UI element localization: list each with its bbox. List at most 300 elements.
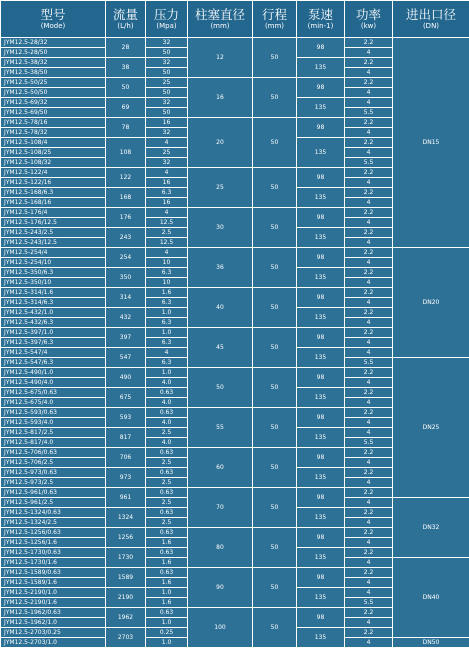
power-cell: 2.2 [345, 308, 393, 318]
header-pump-speed [297, 1, 345, 38]
power-cell: 4 [345, 148, 393, 158]
pressure-cell: 10 [146, 258, 188, 268]
flow-cell: 2703 [106, 628, 146, 648]
flow-cell: 108 [106, 138, 146, 168]
header-model-label: 型号 [1, 8, 105, 22]
model-cell: JYM12.5-675/0.63 [1, 388, 106, 398]
speed-cell: 135 [297, 348, 345, 368]
speed-cell: 135 [297, 508, 345, 528]
power-cell: 4 [345, 638, 393, 648]
model-cell: JYM12.5-50/50 [1, 88, 106, 98]
port-cell: DN32 [393, 498, 469, 558]
pressure-cell: 2.5 [146, 518, 188, 528]
flow-cell: 1730 [106, 548, 146, 568]
power-cell: 2.2 [345, 528, 393, 538]
power-cell: 4 [345, 498, 393, 508]
header-model [1, 1, 106, 38]
model-cell: JYM12.5-817/2.5 [1, 428, 106, 438]
model-cell: JYM12.5-1324/0.63 [1, 508, 106, 518]
pressure-cell: 6.3 [146, 338, 188, 348]
speed-cell: 135 [297, 98, 345, 118]
pressure-cell: 1.6 [146, 288, 188, 298]
pressure-cell: 32 [146, 38, 188, 48]
flow-cell: 675 [106, 388, 146, 408]
model-cell: JYM12.5-1589/0.63 [1, 568, 106, 578]
power-cell: 2.2 [345, 188, 393, 198]
flow-cell: 961 [106, 488, 146, 508]
plunger-cell: 80 [188, 528, 253, 568]
speed-cell: 135 [297, 58, 345, 78]
model-cell: JYM12.5-78/32 [1, 128, 106, 138]
speed-cell: 135 [297, 468, 345, 488]
model-cell: JYM12.5-122/16 [1, 178, 106, 188]
model-cell: JYM12.5-1589/1.6 [1, 578, 106, 588]
stroke-cell: 50 [253, 168, 297, 208]
model-cell: JYM12.5-28/32 [1, 38, 106, 48]
power-cell: 4 [345, 538, 393, 548]
power-cell: 2.2 [345, 228, 393, 238]
speed-cell: 135 [297, 588, 345, 608]
power-cell: 2.2 [345, 118, 393, 128]
speed-cell: 98 [297, 78, 345, 98]
power-cell: 2.2 [345, 368, 393, 378]
stroke-cell: 50 [253, 208, 297, 248]
pressure-cell: 1.0 [146, 368, 188, 378]
speed-cell: 135 [297, 388, 345, 408]
flow-cell: 1962 [106, 608, 146, 628]
flow-cell: 350 [106, 268, 146, 288]
header-pressure-unit: (Mpa) [146, 22, 187, 31]
speed-cell: 135 [297, 138, 345, 168]
model-cell: JYM12.5-122/4 [1, 168, 106, 178]
pressure-cell: 6.3 [146, 298, 188, 308]
speed-cell: 98 [297, 568, 345, 588]
power-cell: 4 [345, 88, 393, 98]
speed-cell: 98 [297, 448, 345, 468]
stroke-cell: 50 [253, 488, 297, 528]
model-cell: JYM12.5-108/25 [1, 148, 106, 158]
speed-cell: 135 [297, 628, 345, 648]
flow-cell: 2190 [106, 588, 146, 608]
model-cell: JYM12.5-78/16 [1, 118, 106, 128]
pressure-cell: 4.0 [146, 438, 188, 448]
flow-cell: 817 [106, 428, 146, 448]
pressure-cell: 2.5 [146, 478, 188, 488]
model-cell: JYM12.5-243/2.5 [1, 228, 106, 238]
stroke-cell: 50 [253, 448, 297, 488]
model-cell: JYM12.5-108/4 [1, 138, 106, 148]
pressure-cell: 50 [146, 48, 188, 58]
pressure-cell: 0.63 [146, 548, 188, 558]
flow-cell: 1589 [106, 568, 146, 588]
model-cell: JYM12.5-350/10 [1, 278, 106, 288]
power-cell: 2.2 [345, 38, 393, 48]
pressure-cell: 32 [146, 158, 188, 168]
header-pressure-label: 压力 [146, 8, 187, 22]
model-cell: JYM12.5-432/1.0 [1, 308, 106, 318]
power-cell: 4 [345, 518, 393, 528]
stroke-cell: 50 [253, 608, 297, 648]
flow-cell: 1324 [106, 508, 146, 528]
pressure-cell: 1.0 [146, 308, 188, 318]
pressure-cell: 16 [146, 118, 188, 128]
speed-cell: 98 [297, 288, 345, 308]
header-model-unit: (Mode) [1, 22, 105, 31]
header-pressure [146, 1, 188, 38]
port-cell: DN20 [393, 248, 469, 358]
power-cell: 2.2 [345, 58, 393, 68]
speed-cell: 98 [297, 408, 345, 428]
pressure-cell: 10 [146, 278, 188, 288]
stroke-cell: 50 [253, 328, 297, 368]
header-port-diameter-label: 进出口径 [393, 8, 469, 22]
power-cell: 4 [345, 238, 393, 248]
power-cell: 2.2 [345, 288, 393, 298]
speed-cell: 98 [297, 168, 345, 188]
model-cell: JYM12.5-547/4 [1, 348, 106, 358]
power-cell: 2.2 [345, 328, 393, 338]
pressure-cell: 6.3 [146, 318, 188, 328]
model-cell: JYM12.5-2703/0.25 [1, 628, 106, 638]
speed-cell: 135 [297, 308, 345, 328]
model-cell: JYM12.5-2190/1.0 [1, 588, 106, 598]
model-cell: JYM12.5-547/6.3 [1, 358, 106, 368]
model-cell: JYM12.5-1730/0.63 [1, 548, 106, 558]
model-cell: JYM12.5-675/4.0 [1, 398, 106, 408]
power-cell: 2.2 [345, 568, 393, 578]
port-cell: DN15 [393, 38, 469, 248]
port-cell: DN40 [393, 558, 469, 638]
flow-cell: 593 [106, 408, 146, 428]
pressure-cell: 6.3 [146, 268, 188, 278]
stroke-cell: 50 [253, 38, 297, 78]
header-port-diameter-unit: (DN) [393, 22, 469, 31]
model-cell: JYM12.5-69/32 [1, 98, 106, 108]
pressure-cell: 32 [146, 98, 188, 108]
pressure-cell: 16 [146, 198, 188, 208]
model-cell: JYM12.5-168/16 [1, 198, 106, 208]
flow-cell: 254 [106, 248, 146, 268]
pressure-cell: 4.0 [146, 378, 188, 388]
speed-cell: 98 [297, 118, 345, 138]
plunger-cell: 36 [188, 248, 253, 288]
power-cell: 4 [345, 48, 393, 58]
table-body [1, 38, 469, 648]
pressure-cell: 0.25 [146, 628, 188, 638]
stroke-cell: 50 [253, 368, 297, 408]
flow-cell: 1256 [106, 528, 146, 548]
pressure-cell: 1.0 [146, 588, 188, 598]
pressure-cell: 2.5 [146, 498, 188, 508]
flow-cell: 490 [106, 368, 146, 388]
power-cell: 4 [345, 218, 393, 228]
plunger-cell: 70 [188, 488, 253, 528]
stroke-cell: 50 [253, 408, 297, 448]
speed-cell: 98 [297, 38, 345, 58]
model-cell: JYM12.5-397/1.0 [1, 328, 106, 338]
power-cell: 5.5 [345, 438, 393, 448]
model-cell: JYM12.5-69/50 [1, 108, 106, 118]
speed-cell: 98 [297, 328, 345, 348]
pressure-cell: 12.5 [146, 218, 188, 228]
model-cell: JYM12.5-397/6.3 [1, 338, 106, 348]
speed-cell: 135 [297, 548, 345, 568]
flow-cell: 50 [106, 78, 146, 98]
flow-cell: 168 [106, 188, 146, 208]
power-cell: 2.2 [345, 78, 393, 88]
pressure-cell: 0.63 [146, 388, 188, 398]
stroke-cell: 50 [253, 78, 297, 118]
power-cell: 2.2 [345, 488, 393, 498]
pressure-cell: 4 [146, 348, 188, 358]
power-cell: 4 [345, 618, 393, 628]
model-cell: JYM12.5-973/2.5 [1, 478, 106, 488]
speed-cell: 135 [297, 268, 345, 288]
pressure-cell: 16 [146, 178, 188, 188]
flow-cell: 314 [106, 288, 146, 308]
power-cell: 4 [345, 348, 393, 358]
pressure-cell: 0.63 [146, 568, 188, 578]
model-cell: JYM12.5-1256/1.6 [1, 538, 106, 548]
pressure-cell: 2.5 [146, 458, 188, 468]
model-cell: JYM12.5-1962/1.0 [1, 618, 106, 628]
power-cell: 4 [345, 128, 393, 138]
model-cell: JYM12.5-2703/1.0 [1, 638, 106, 648]
speed-cell: 98 [297, 208, 345, 228]
header-stroke-unit: (mm) [253, 22, 296, 31]
speed-cell: 98 [297, 368, 345, 388]
model-cell: JYM12.5-314/1.6 [1, 288, 106, 298]
pressure-cell: 0.63 [146, 508, 188, 518]
model-cell: JYM12.5-254/4 [1, 248, 106, 258]
power-cell: 4 [345, 398, 393, 408]
power-cell: 5.5 [345, 158, 393, 168]
power-cell: 2.2 [345, 388, 393, 398]
header-flow-unit: (L/h) [106, 22, 145, 31]
pressure-cell: 25 [146, 148, 188, 158]
speed-cell: 98 [297, 608, 345, 628]
pressure-cell: 0.63 [146, 528, 188, 538]
header-plunger-diameter [188, 1, 253, 38]
power-cell: 2.2 [345, 138, 393, 148]
pressure-cell: 0.63 [146, 408, 188, 418]
speed-cell: 135 [297, 228, 345, 248]
pressure-cell: 6.3 [146, 188, 188, 198]
model-cell: JYM12.5-1324/2.5 [1, 518, 106, 528]
header-plunger-diameter-label: 柱塞直径 [188, 8, 252, 22]
power-cell: 2.2 [345, 208, 393, 218]
pressure-cell: 2.5 [146, 428, 188, 438]
flow-cell: 122 [106, 168, 146, 188]
model-cell: JYM12.5-593/0.63 [1, 408, 106, 418]
pressure-cell: 0.63 [146, 468, 188, 478]
pressure-cell: 0.63 [146, 448, 188, 458]
header-row [1, 1, 469, 38]
port-cell: DN50 [393, 638, 469, 648]
plunger-cell: 25 [188, 168, 253, 208]
pressure-cell: 1.0 [146, 328, 188, 338]
power-cell: 5.5 [345, 598, 393, 608]
model-cell: JYM12.5-168/6.3 [1, 188, 106, 198]
power-cell: 4 [345, 258, 393, 268]
flow-cell: 69 [106, 98, 146, 118]
pressure-cell: 32 [146, 128, 188, 138]
pressure-cell: 12.5 [146, 238, 188, 248]
pressure-cell: 50 [146, 108, 188, 118]
pressure-cell: 0.63 [146, 608, 188, 618]
speed-cell: 135 [297, 188, 345, 208]
speed-cell: 98 [297, 488, 345, 508]
power-cell: 2.2 [345, 608, 393, 618]
model-cell: JYM12.5-817/4.0 [1, 438, 106, 448]
plunger-cell: 90 [188, 568, 253, 608]
power-cell: 4 [345, 458, 393, 468]
flow-cell: 706 [106, 448, 146, 468]
model-cell: JYM12.5-432/6.3 [1, 318, 106, 328]
power-cell: 2.2 [345, 468, 393, 478]
stroke-cell: 50 [253, 568, 297, 608]
header-plunger-diameter-unit: (mm) [188, 22, 252, 31]
pressure-cell: 1.0 [146, 618, 188, 628]
model-cell: JYM12.5-28/50 [1, 48, 106, 58]
power-cell: 2.2 [345, 408, 393, 418]
speed-cell: 98 [297, 528, 345, 548]
model-cell: JYM12.5-38/32 [1, 58, 106, 68]
pressure-cell: 1.0 [146, 638, 188, 648]
model-cell: JYM12.5-108/32 [1, 158, 106, 168]
power-cell: 2.2 [345, 448, 393, 458]
header-pump-speed-unit: (min-1) [297, 22, 344, 31]
pressure-cell: 1.6 [146, 538, 188, 548]
header-stroke [253, 1, 297, 38]
model-cell: JYM12.5-243/12.5 [1, 238, 106, 248]
pressure-cell: 4 [146, 138, 188, 148]
port-cell: DN25 [393, 358, 469, 498]
flow-cell: 28 [106, 38, 146, 58]
stroke-cell: 50 [253, 118, 297, 168]
model-cell: JYM12.5-254/10 [1, 258, 106, 268]
plunger-cell: 55 [188, 408, 253, 448]
plunger-cell: 100 [188, 608, 253, 648]
power-cell: 4 [345, 588, 393, 598]
power-cell: 2.2 [345, 508, 393, 518]
model-cell: JYM12.5-1730/1.6 [1, 558, 106, 568]
power-cell: 4 [345, 318, 393, 328]
model-cell: JYM12.5-350/6.3 [1, 268, 106, 278]
power-cell: 2.2 [345, 248, 393, 258]
speed-cell: 135 [297, 428, 345, 448]
plunger-cell: 16 [188, 78, 253, 118]
stroke-cell: 50 [253, 248, 297, 288]
pressure-cell: 4 [146, 168, 188, 178]
power-cell: 5.5 [345, 358, 393, 368]
plunger-cell: 30 [188, 208, 253, 248]
flow-cell: 78 [106, 118, 146, 138]
plunger-cell: 60 [188, 448, 253, 488]
pressure-cell: 1.6 [146, 578, 188, 588]
power-cell: 4 [345, 338, 393, 348]
power-cell: 5.5 [345, 108, 393, 118]
flow-cell: 432 [106, 308, 146, 328]
pressure-cell: 4.0 [146, 418, 188, 428]
table-row [1, 248, 469, 258]
header-flow-label: 流量 [106, 8, 145, 22]
header-flow [106, 1, 146, 38]
power-cell: 4 [345, 378, 393, 388]
power-cell: 4 [345, 198, 393, 208]
pressure-cell: 6.3 [146, 358, 188, 368]
flow-cell: 973 [106, 468, 146, 488]
header-power [345, 1, 393, 38]
model-cell: JYM12.5-314/6.3 [1, 298, 106, 308]
power-cell: 4 [345, 278, 393, 288]
power-cell: 4 [345, 178, 393, 188]
pressure-cell: 1.6 [146, 558, 188, 568]
pressure-cell: 2.5 [146, 228, 188, 238]
table-row [1, 38, 469, 48]
model-cell: JYM12.5-50/25 [1, 78, 106, 88]
model-cell: JYM12.5-1256/0.63 [1, 528, 106, 538]
power-cell: 2.2 [345, 168, 393, 178]
pressure-cell: 50 [146, 68, 188, 78]
plunger-cell: 40 [188, 288, 253, 328]
power-cell: 4 [345, 418, 393, 428]
speed-cell: 98 [297, 248, 345, 268]
plunger-cell: 50 [188, 368, 253, 408]
header-power-unit: (kw) [345, 22, 392, 31]
plunger-cell: 45 [188, 328, 253, 368]
model-cell: JYM12.5-706/2.5 [1, 458, 106, 468]
flow-cell: 547 [106, 348, 146, 368]
pressure-cell: 1.6 [146, 598, 188, 608]
pressure-cell: 4 [146, 248, 188, 258]
model-cell: JYM12.5-176/4 [1, 208, 106, 218]
model-cell: JYM12.5-973/0.63 [1, 468, 106, 478]
power-cell: 2.2 [345, 628, 393, 638]
header-stroke-label: 行程 [253, 8, 296, 22]
model-cell: JYM12.5-2190/1.6 [1, 598, 106, 608]
power-cell: 2.2 [345, 268, 393, 278]
model-cell: JYM12.5-593/4.0 [1, 418, 106, 428]
plunger-cell: 20 [188, 118, 253, 168]
model-cell: JYM12.5-176/12.5 [1, 218, 106, 228]
power-cell: 4 [345, 298, 393, 308]
model-cell: JYM12.5-961/0.63 [1, 488, 106, 498]
flow-cell: 243 [106, 228, 146, 248]
model-cell: JYM12.5-38/50 [1, 68, 106, 78]
flow-cell: 38 [106, 58, 146, 78]
header-pump-speed-label: 泵速 [297, 8, 344, 22]
power-cell: 4 [345, 558, 393, 568]
pressure-cell: 25 [146, 78, 188, 88]
flow-cell: 176 [106, 208, 146, 228]
model-cell: JYM12.5-706/0.63 [1, 448, 106, 458]
stroke-cell: 50 [253, 288, 297, 328]
model-cell: JYM12.5-961/2.5 [1, 498, 106, 508]
power-cell: 4 [345, 98, 393, 108]
pressure-cell: 32 [146, 58, 188, 68]
model-cell: JYM12.5-490/4.0 [1, 378, 106, 388]
model-cell: JYM12.5-490/1.0 [1, 368, 106, 378]
power-cell: 4 [345, 578, 393, 588]
model-cell: JYM12.5-1962/0.63 [1, 608, 106, 618]
header-port-diameter [393, 1, 469, 38]
plunger-cell: 12 [188, 38, 253, 78]
stroke-cell: 50 [253, 528, 297, 568]
pressure-cell: 4.0 [146, 398, 188, 408]
power-cell: 4 [345, 68, 393, 78]
pressure-cell: 4 [146, 208, 188, 218]
